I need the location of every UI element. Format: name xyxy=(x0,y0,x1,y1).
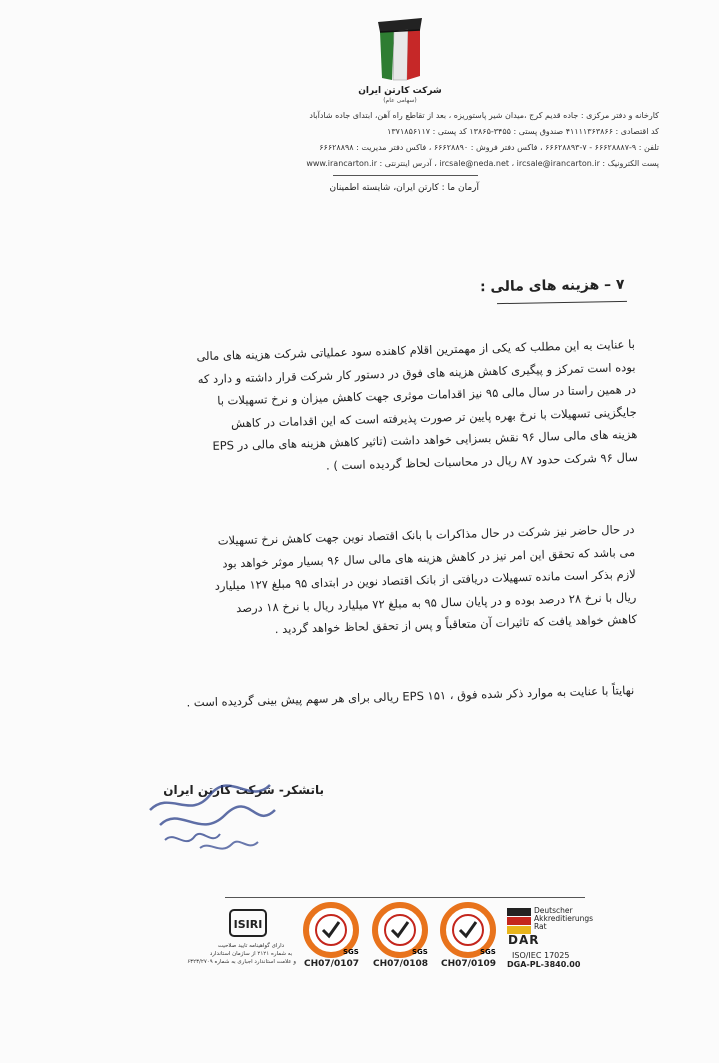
address-line: کارخانه و دفتر مرکزی : جاده قدیم کرج ،میدان شیر پاستوریزه ، بعد از تقاطع راه آهن، ابتدای جاده شادآباد xyxy=(309,111,659,120)
phones-line: تلفن : ۹-۶۶۶۲۸۸۸۷ - ۷-۶۶۶۲۸۸۹۳ ، فاکس دفتر فروش : ۶۶۶۲۸۸۹۰ ، فاکس دفتر مدیریت : ۶۶۶۲۸۸۹۸ xyxy=(319,143,659,152)
paragraph-line: هزینه های مالی سال ۹۶ نقش بسزایی خواهد داشت (تاثیر کاهش هزینه های مالی در EPS xyxy=(211,426,638,453)
dar-flag-icon xyxy=(507,908,531,934)
cert-code-2: CH07/0108 xyxy=(373,959,428,969)
paragraph-line: لازم بذکر است مانده تسهیلات دریافتی از بانک اقتصاد نوین در ابتدای ۹۵ مبلغ ۱۲۷ میلیارد xyxy=(214,566,636,593)
paragraph-3 xyxy=(186,679,634,714)
dar-logo: DAR xyxy=(508,933,540,947)
dar-title: Deutscher Akkreditierungs Rat xyxy=(534,906,594,931)
header-divider xyxy=(333,175,478,176)
handwritten-signature xyxy=(140,770,285,860)
economic-code-line: کد اقتصادی : ۴۱۱۱۱۳۶۳۸۶۶ صندوق پستی : ۳۴۵۵-۱۳۸۶۵ کد پستی : ۱۳۷۱۸۵۶۱۱۷ xyxy=(387,127,659,136)
paragraph-line: با عنایت به این مطلب که یکی از مهمترین اقلام کاهنده سود عملیاتی شرکت هزینه های مالی xyxy=(195,336,635,364)
cert-code-3: CH07/0109 xyxy=(441,959,496,969)
company-subtitle: (سهامی عام) xyxy=(383,97,417,104)
paragraph-line: ریال با نرخ ۲۸ درصد بوده و در پایان سال ۹۵ به مبلغ ۷۲ میلیارد ریال با نرخ ۱۸ درصد xyxy=(235,589,637,615)
sgs-badge-3: SGS xyxy=(480,948,496,956)
company-name: شرکت کارتن ایران xyxy=(358,86,442,96)
signature-label: باتشکر- شرکت کارتن ایران xyxy=(163,783,324,797)
cert-code-1: CH07/0107 xyxy=(304,959,359,969)
footer-divider xyxy=(225,897,585,898)
sgs-badge-1: SGS xyxy=(343,948,359,956)
motto: آرمان ما : کارتن ایران، شایسته اطمینان xyxy=(329,183,479,193)
paragraph-line: نهایتاً با عنایت به موارد ذکر شده فوق ، EPS ۱۵۱ ریالی برای هر سهم پیش بینی گردیده است . xyxy=(186,682,635,710)
sgs-cert-badge-3 xyxy=(440,902,496,958)
section-heading: ۷ – هزینه های مالی : xyxy=(480,276,626,296)
paragraph-line: سال ۹۶ شرکت حدود ۸۷ ریال در محاسبات لحاظ گردیده است ) . xyxy=(325,449,638,473)
paragraph-line: بوده است تمرکز و پیگیری کاهش هزینه های فوق در دستور کار شرکت قرار داشته و دارد که xyxy=(197,359,636,386)
sgs-cert-badge-1 xyxy=(303,902,359,958)
dar-code: DGA-PL-3840.00 xyxy=(507,960,581,969)
paragraph-line: جایگزینی تسهیلات با نرخ بهره پایین تر صورت پذیرفته است که این اقدامات در کاهش xyxy=(230,404,637,430)
dar-iso: ISO/IEC 17025 xyxy=(512,951,570,960)
emails-line: پست الکترونیک : ircsale@neda.net ، ircsale@irancarton.ir ، آدرس اینترنتی : www.irancarton.ir xyxy=(306,159,659,168)
sgs-cert-badge-2 xyxy=(372,902,428,958)
paragraph-line: کاهش خواهد یافت که تاثیرات آن متعاقباً و پس از تحقق لحاظ خواهد گردید . xyxy=(274,611,638,637)
paragraph-2 xyxy=(213,518,637,642)
isiri-text-3: و علامت استاندارد اجباری به شماره ۶۳۲۳/۲۷۰۹ xyxy=(187,959,296,965)
isiri-text-1: دارای گواهینامه تایید صلاحیت xyxy=(217,943,285,949)
heading-underline xyxy=(497,301,627,304)
paragraph-1 xyxy=(196,333,638,480)
irancarton-logo xyxy=(360,8,440,88)
isiri-logo xyxy=(228,908,268,938)
sgs-badge-2: SGS xyxy=(412,948,428,956)
paragraph-line: در حال حاضر نیز شرکت در حال مذاکرات با بانک اقتصاد نوین جهت کاهش نرخ تسهیلات xyxy=(217,521,635,548)
isiri-text-2: به شماره ۲۱۲۱ از سازمان استاندارد xyxy=(209,951,293,957)
isiri-logo-text: ISIRI xyxy=(233,918,263,931)
paragraph-line: می باشد که تحقق این امر نیز در کاهش هزینه های مالی سال ۹۶ بسیار موثر خواهد بود xyxy=(222,544,636,571)
paragraph-line: در همین راستا در سال مالی ۹۵ نیز اقدامات موثری جهت کاهش میزان و نرخ تسهیلات با xyxy=(216,381,636,408)
